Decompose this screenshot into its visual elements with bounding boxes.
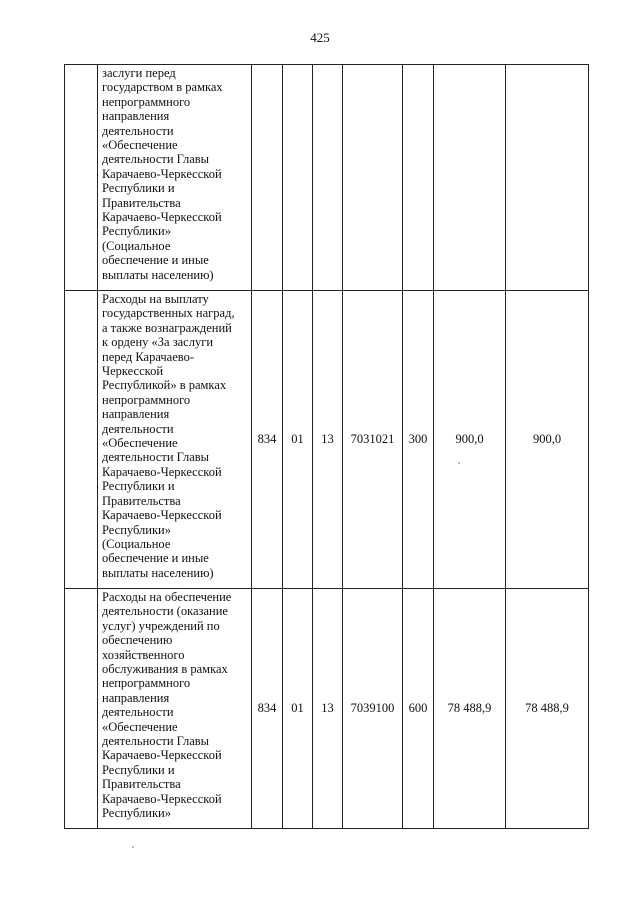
expense-name-line: Республики и [102,762,175,777]
expense-name-cell [98,589,252,829]
expense-name-line: деятельности Главы [102,152,210,167]
row-number-cell [65,65,98,291]
expense-name-line: (Социальное [102,536,171,551]
expense-name-line: услуг) учреждений по [102,618,220,633]
sum-total-cell [506,65,589,291]
expense-name-line: Черкесской [102,364,164,379]
target-article-cell: 7031021 [343,291,403,589]
expense-name-line: деятельности Главы [102,734,210,749]
expense-type-cell [403,65,434,291]
expense-name-line: выплаты населению) [102,267,214,282]
expense-name-line: обслуживания в рамках [102,662,228,677]
target-article-cell: 7039100 [343,589,403,829]
expense-name-line: Карачаево-Черкесской [102,210,222,225]
expense-type-cell: 300 [403,291,434,589]
section-code-cell: 01 [283,589,313,829]
expense-name-line: Республики» [102,224,171,239]
expense-name-line: «Обеспечение [102,719,178,734]
sum-approved-cell: 78 488,9 [434,589,506,829]
expense-name-line: направления [102,109,170,124]
expense-name-line: Правительства [102,493,181,508]
section-code-cell: 01 [283,291,313,589]
sum-approved-cell: 900,0 [434,291,506,589]
expense-name-line: а также вознаграждений [102,320,232,335]
expense-name-line: непрограммного [102,392,191,407]
expense-name-line: Республики» [102,522,171,537]
expense-name-line: Республикой» в рамках [102,378,227,393]
table-row [65,589,589,829]
expense-name-line: деятельности (оказание [102,604,228,619]
expense-name-line: Расходы на обеспечение [102,590,232,604]
expense-name-line: деятельности [102,123,174,138]
expense-name-line: «Обеспечение [102,436,178,451]
budget-table [64,64,589,829]
expense-name-line: обеспечение и иные [102,253,209,268]
expense-name-line: деятельности Главы [102,450,210,465]
expense-name-line: деятельности [102,421,174,436]
ministry-code-cell [252,65,283,291]
expense-name-line: (Социальное [102,238,171,253]
expense-name-line: Карачаево-Черкесской [102,791,222,806]
expense-name-line: «Обеспечение [102,138,178,153]
expense-name-line: перед Карачаево- [102,349,194,364]
sum-total-cell: 900,0 [506,291,589,589]
ministry-code-cell: 834 [252,291,283,589]
subsection-code-cell: 13 [313,291,343,589]
row-number-cell [65,291,98,589]
expense-name-line: государственных наград, [102,306,235,321]
expense-name-line: деятельности [102,705,174,720]
scan-speck [458,462,460,464]
expense-name-line: Правительства [102,195,181,210]
ministry-code-cell: 834 [252,589,283,829]
expense-name-line: непрограммного [102,676,191,691]
row-number-cell [65,589,98,829]
sum-approved-cell [434,65,506,291]
expense-name-line: Расходы на выплату [102,292,209,306]
expense-name-line: Республики» [102,806,171,821]
expense-name-line: заслуги перед [102,66,176,80]
expense-name-line: Республики и [102,181,175,196]
expense-name-line: хозяйственного [102,647,185,662]
section-code-cell [283,65,313,291]
expense-name-line: к ордену «За заслуги [102,335,214,350]
expense-name-line: государством в рамках [102,80,223,95]
subsection-code-cell [313,65,343,291]
expense-name-line: Республики и [102,479,175,494]
table-row [65,291,589,589]
expense-type-cell: 600 [403,589,434,829]
target-article-cell [343,65,403,291]
expense-name-line: выплаты населению) [102,565,214,580]
expense-name-line: обеспечение и иные [102,551,209,566]
expense-name-line: Карачаево-Черкесской [102,748,222,763]
expense-name-line: непрограммного [102,94,191,109]
expense-name-line: Карачаево-Черкесской [102,464,222,479]
sum-total-cell: 78 488,9 [506,589,589,829]
expense-name-line: Правительства [102,777,181,792]
expense-name-line: Карачаево-Черкесской [102,166,222,181]
expense-name-line: обеспечению [102,633,173,648]
expense-name-cell [98,291,252,589]
table-row [65,65,589,291]
expense-name-line: направления [102,690,170,705]
expense-name-cell [98,65,252,291]
page-number: 425 [310,30,330,45]
subsection-code-cell: 13 [313,589,343,829]
expense-name-line: направления [102,407,170,422]
scan-speck [132,846,134,848]
expense-name-line: Карачаево-Черкесской [102,508,222,523]
